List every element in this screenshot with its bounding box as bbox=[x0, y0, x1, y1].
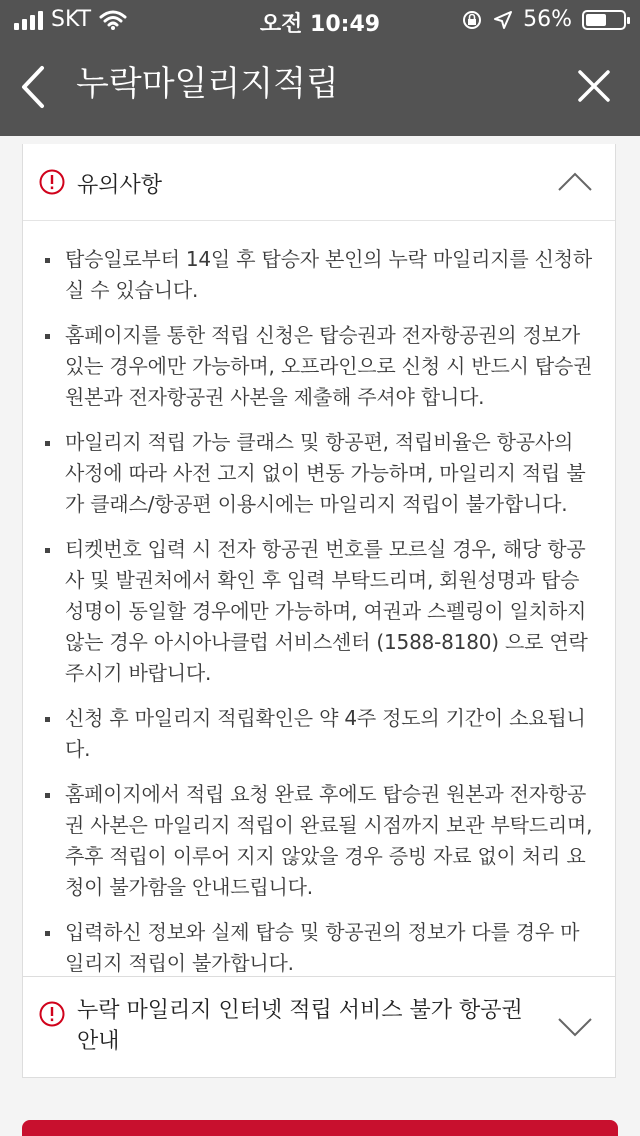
location-arrow-icon bbox=[493, 10, 513, 30]
list-item: 홈페이지에서 적립 요청 완료 후에도 탑승권 원본과 전자항공권 사본은 마일리지 적립이 완료될 시점까지 보관 부탁드리며, 추후 적립이 이루어 지지 않았을 경우 증빙 자료 없이 처리 요청이 불가함을 안내드립니다. bbox=[45, 779, 595, 903]
back-chevron-icon[interactable] bbox=[14, 62, 54, 112]
notice-list bbox=[45, 244, 595, 993]
chevron-down-icon[interactable] bbox=[557, 1017, 593, 1039]
warning-icon bbox=[39, 169, 65, 195]
notice-section-header[interactable] bbox=[23, 144, 615, 221]
list-item: 홈페이지를 통한 적립 신청은 탑승권과 전자항공권의 정보가 있는 경우에만 가능하며, 오프라인으로 신청 시 반드시 탑승권 원본과 전자항공권 사본을 제출해 주셔야 합니다. bbox=[45, 320, 595, 413]
list-item: 탑승일로부터 14일 후 탑승자 본인의 누락 마일리지를 신청하실 수 있습니다. bbox=[45, 244, 595, 306]
warning-icon bbox=[39, 1001, 65, 1027]
status-right bbox=[461, 7, 626, 32]
status-bar bbox=[0, 0, 640, 40]
list-item: 입력하신 정보와 실제 탑승 및 항공권의 정보가 다를 경우 마일리지 적립이 불가합니다. bbox=[45, 917, 595, 979]
close-icon[interactable] bbox=[574, 66, 614, 106]
list-item: 신청 후 마일리지 적립확인은 약 4주 정도의 기간이 소요됩니다. bbox=[45, 703, 595, 765]
submit-button[interactable] bbox=[22, 1120, 618, 1136]
content-area bbox=[0, 136, 640, 1136]
rotation-lock-icon bbox=[461, 9, 483, 31]
chevron-up-icon[interactable] bbox=[557, 170, 593, 192]
battery-percent: 56% bbox=[523, 7, 572, 32]
battery-fill bbox=[586, 14, 606, 26]
status-time: 오전 10:49 bbox=[259, 12, 381, 37]
list-item: 티켓번호 입력 시 전자 항공권 번호를 모르실 경우, 해당 항공사 및 발권처에서 확인 후 입력 부탁드리며, 회원성명과 탑승성명이 동일할 경우에만 가능하며, 여권과 스펠링이 일치하지 않는 경우 아시아나클럽 서비스센터 (1588-8180) 으로 연락 주시기 바랍니다. bbox=[45, 534, 595, 689]
unavailable-section-header[interactable] bbox=[23, 976, 615, 1077]
nav-bar bbox=[0, 40, 640, 136]
notice-section-title: 유의사항 bbox=[77, 173, 163, 198]
page-title: 누락마일리지적립 bbox=[76, 64, 339, 104]
notice-panel bbox=[22, 144, 616, 1078]
list-item: 마일리지 적립 가능 클래스 및 항공편, 적립비율은 항공사의 사정에 따라 사전 고지 없이 변동 가능하며, 마일리지 적립 불가 클래스/항공편 이용시에는 마일리지 적립이 불가합니다. bbox=[45, 427, 595, 520]
carrier-label: SKT bbox=[51, 7, 92, 32]
battery-icon bbox=[582, 10, 626, 30]
unavailable-section-title: 누락 마일리지 인터넷 적립 서비스 불가 항공권 안내 bbox=[77, 998, 523, 1054]
